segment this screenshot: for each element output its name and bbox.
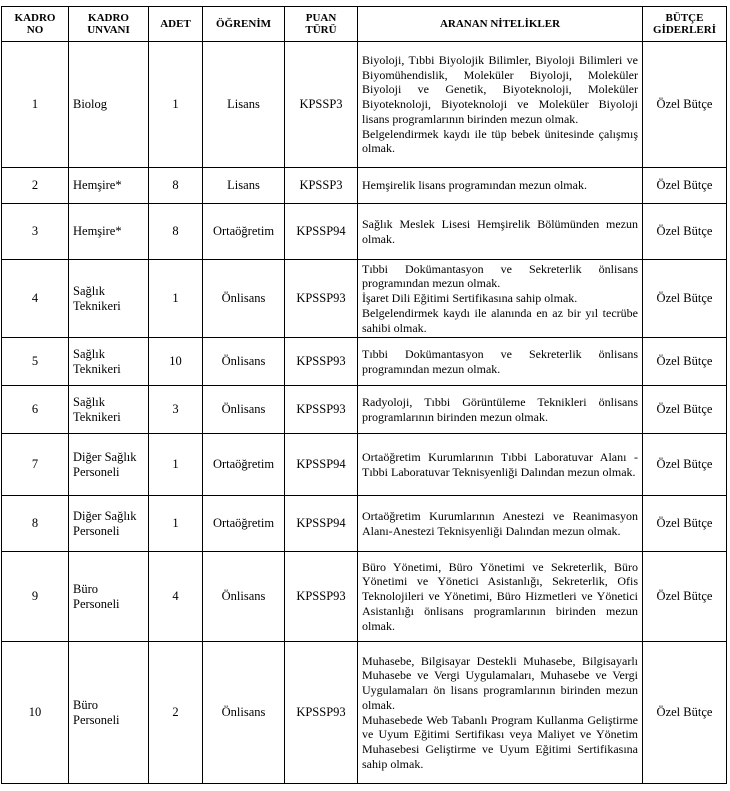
butce-giderleri-cell: Özel Bütçe (643, 260, 727, 338)
ogrenim-cell: Önlisans (203, 552, 285, 642)
butce-giderleri-cell: Özel Bütçe (643, 338, 727, 386)
puan-turu-cell: KPSSP94 (285, 434, 358, 496)
kadro-unvani-cell: Hemşire* (69, 168, 149, 204)
nitelik-paragraph: Belgelendirmek kaydı ile alanında en az bir yıl tecrübe sahibi olmak. (362, 305, 638, 335)
table-row (2, 338, 727, 386)
adet-cell: 10 (149, 338, 203, 386)
staff-positions-table (1, 6, 727, 784)
adet-cell: 3 (149, 386, 203, 434)
aranan-nitelikler-cell (358, 42, 643, 168)
table-row (2, 552, 727, 642)
nitelik-paragraph: Ortaöğretim Kurumlarının Anestezi ve Reanimasyon Alanı-Anestezi Teknisyenliği Dalından mezun olmak. (362, 508, 638, 538)
kadro-unvani-cell: Hemşire* (69, 204, 149, 260)
puan-turu-cell: KPSSP93 (285, 642, 358, 784)
puan-turu-cell: KPSSP93 (285, 552, 358, 642)
table-body (2, 42, 727, 784)
butce-giderleri-cell: Özel Bütçe (643, 434, 727, 496)
puan-turu-cell: KPSSP93 (285, 386, 358, 434)
nitelik-paragraph: Hemşirelik lisans programından mezun olmak. (362, 178, 587, 193)
kadro-no-cell: 9 (2, 552, 69, 642)
kadro-unvani-cell: Sağlık Teknikeri (69, 260, 149, 338)
nitelik-paragraph: Biyoloji, Tıbbi Biyolojik Bilimler, Biyoloji Bilimleri ve Biyomühendislik, Moleküler Biyoloji, Moleküler Biyoloji ve Genetik, Biyoteknoloji, Moleküler Biyoteknoloji, Biyoteknoloji ve Moleküler Biyoloji lisans programlarının birinden mezun olmak. (362, 53, 638, 126)
kadro-unvani-cell: Diğer Sağlık Personeli (69, 434, 149, 496)
adet-cell: 4 (149, 552, 203, 642)
header-butce-giderleri: BÜTÇE GİDERLERİ (643, 7, 727, 42)
kadro-unvani-cell: Büro Personeli (69, 642, 149, 784)
header-row (2, 7, 727, 42)
adet-cell: 8 (149, 168, 203, 204)
nitelik-paragraph: Belgelendirmek kaydı ile tüp bebek ünitesinde çalışmış olmak. (362, 126, 638, 156)
header-kadro-no: KADRO NO (2, 7, 69, 42)
ogrenim-cell: Ortaöğretim (203, 204, 285, 260)
nitelik-paragraph: Sağlık Meslek Lisesi Hemşirelik Bölümünden mezun olmak. (362, 216, 638, 246)
header-ogrenim: ÖĞRENİM (203, 7, 285, 42)
table-row (2, 386, 727, 434)
table-row (2, 434, 727, 496)
butce-giderleri-cell: Özel Bütçe (643, 168, 727, 204)
kadro-no-cell: 1 (2, 42, 69, 168)
header-kadro-unvani: KADRO UNVANI (69, 7, 149, 42)
nitelik-paragraph: Tıbbi Dokümantasyon ve Sekreterlik önlisans programından mezun olmak. (362, 346, 638, 376)
ogrenim-cell: Önlisans (203, 386, 285, 434)
nitelik-paragraph: Ortaöğretim Kurumlarının Tıbbi Laboratuvar Alanı - Tıbbi Laboratuvar Teknisyenliği Dalından mezun olmak. (362, 449, 638, 479)
puan-turu-cell: KPSSP93 (285, 338, 358, 386)
aranan-nitelikler-cell (358, 434, 643, 496)
aranan-nitelikler-cell (358, 386, 643, 434)
nitelik-paragraph: Büro Yönetimi, Büro Yönetimi ve Sekreterlik, Büro Yönetimi ve Yönetici Asistanlığı, Sekreterlik, Ofis Teknolojileri ve Yönetimi, Büro Hizmetleri ve Yönetici Asistanlığı önlisans programlarının birinden mezun olmak. (362, 559, 638, 633)
adet-cell: 1 (149, 434, 203, 496)
aranan-nitelikler-cell (358, 204, 643, 260)
table-row (2, 642, 727, 784)
table-row (2, 168, 727, 204)
adet-cell: 1 (149, 42, 203, 168)
kadro-no-cell: 7 (2, 434, 69, 496)
butce-giderleri-cell: Özel Bütçe (643, 642, 727, 784)
ogrenim-cell: Önlisans (203, 642, 285, 784)
header-aranan-nitelikler: ARANAN NİTELİKLER (358, 7, 643, 42)
butce-giderleri-cell: Özel Bütçe (643, 204, 727, 260)
table-row (2, 260, 727, 338)
puan-turu-cell: KPSSP94 (285, 204, 358, 260)
ogrenim-cell: Önlisans (203, 338, 285, 386)
adet-cell: 8 (149, 204, 203, 260)
puan-turu-cell: KPSSP94 (285, 496, 358, 552)
puan-turu-cell: KPSSP3 (285, 42, 358, 168)
nitelik-paragraph: Muhasebe, Bilgisayar Destekli Muhasebe, Bilgisayarlı Muhasebe ve Vergi Uygulamaları, Muhasebe ve Vergi Uygulamaları ön lisans programlarının birinden mezun olmak. (362, 653, 638, 712)
ogrenim-cell: Ortaöğretim (203, 496, 285, 552)
aranan-nitelikler-cell (358, 552, 643, 642)
aranan-nitelikler-cell (358, 260, 643, 338)
header-puan-turu: PUAN TÜRÜ (285, 7, 358, 42)
puan-turu-cell: KPSSP3 (285, 168, 358, 204)
table-row (2, 496, 727, 552)
kadro-no-cell: 3 (2, 204, 69, 260)
kadro-unvani-cell: Sağlık Teknikeri (69, 338, 149, 386)
adet-cell: 1 (149, 496, 203, 552)
kadro-unvani-cell: Büro Personeli (69, 552, 149, 642)
kadro-unvani-cell: Sağlık Teknikeri (69, 386, 149, 434)
puan-turu-cell: KPSSP93 (285, 260, 358, 338)
aranan-nitelikler-cell (358, 496, 643, 552)
kadro-unvani-cell: Biolog (69, 42, 149, 168)
table-row (2, 204, 727, 260)
aranan-nitelikler-cell (358, 338, 643, 386)
kadro-no-cell: 6 (2, 386, 69, 434)
kadro-no-cell: 8 (2, 496, 69, 552)
nitelik-paragraph: Radyoloji, Tıbbi Görüntüleme Teknikleri önlisans programlarının birinden mezun olmak. (362, 394, 638, 424)
nitelik-paragraph: İşaret Dili Eğitimi Sertifikasına sahip olmak. (362, 291, 578, 306)
ogrenim-cell: Ortaöğretim (203, 434, 285, 496)
butce-giderleri-cell: Özel Bütçe (643, 42, 727, 168)
ogrenim-cell: Önlisans (203, 260, 285, 338)
butce-giderleri-cell: Özel Bütçe (643, 386, 727, 434)
kadro-no-cell: 4 (2, 260, 69, 338)
nitelik-paragraph: Tıbbi Dokümantasyon ve Sekreterlik önlisans programından mezun olmak. (362, 261, 638, 291)
butce-giderleri-cell: Özel Bütçe (643, 496, 727, 552)
nitelik-paragraph: Muhasebede Web Tabanlı Program Kullanma Geliştirme ve Uyum Eğitimi Sertifikası veya Maliyet ve Yönetim Muhasebesi Geliştirme ve Uyum Eğitimi Sertifikasına sahip olmak. (362, 712, 638, 771)
kadro-no-cell: 5 (2, 338, 69, 386)
kadro-no-cell: 2 (2, 168, 69, 204)
butce-giderleri-cell: Özel Bütçe (643, 552, 727, 642)
ogrenim-cell: Lisans (203, 42, 285, 168)
header-adet: ADET (149, 7, 203, 42)
kadro-no-cell: 10 (2, 642, 69, 784)
kadro-unvani-cell: Diğer Sağlık Personeli (69, 496, 149, 552)
aranan-nitelikler-cell (358, 642, 643, 784)
adet-cell: 1 (149, 260, 203, 338)
ogrenim-cell: Lisans (203, 168, 285, 204)
aranan-nitelikler-cell (358, 168, 643, 204)
table-row (2, 42, 727, 168)
adet-cell: 2 (149, 642, 203, 784)
